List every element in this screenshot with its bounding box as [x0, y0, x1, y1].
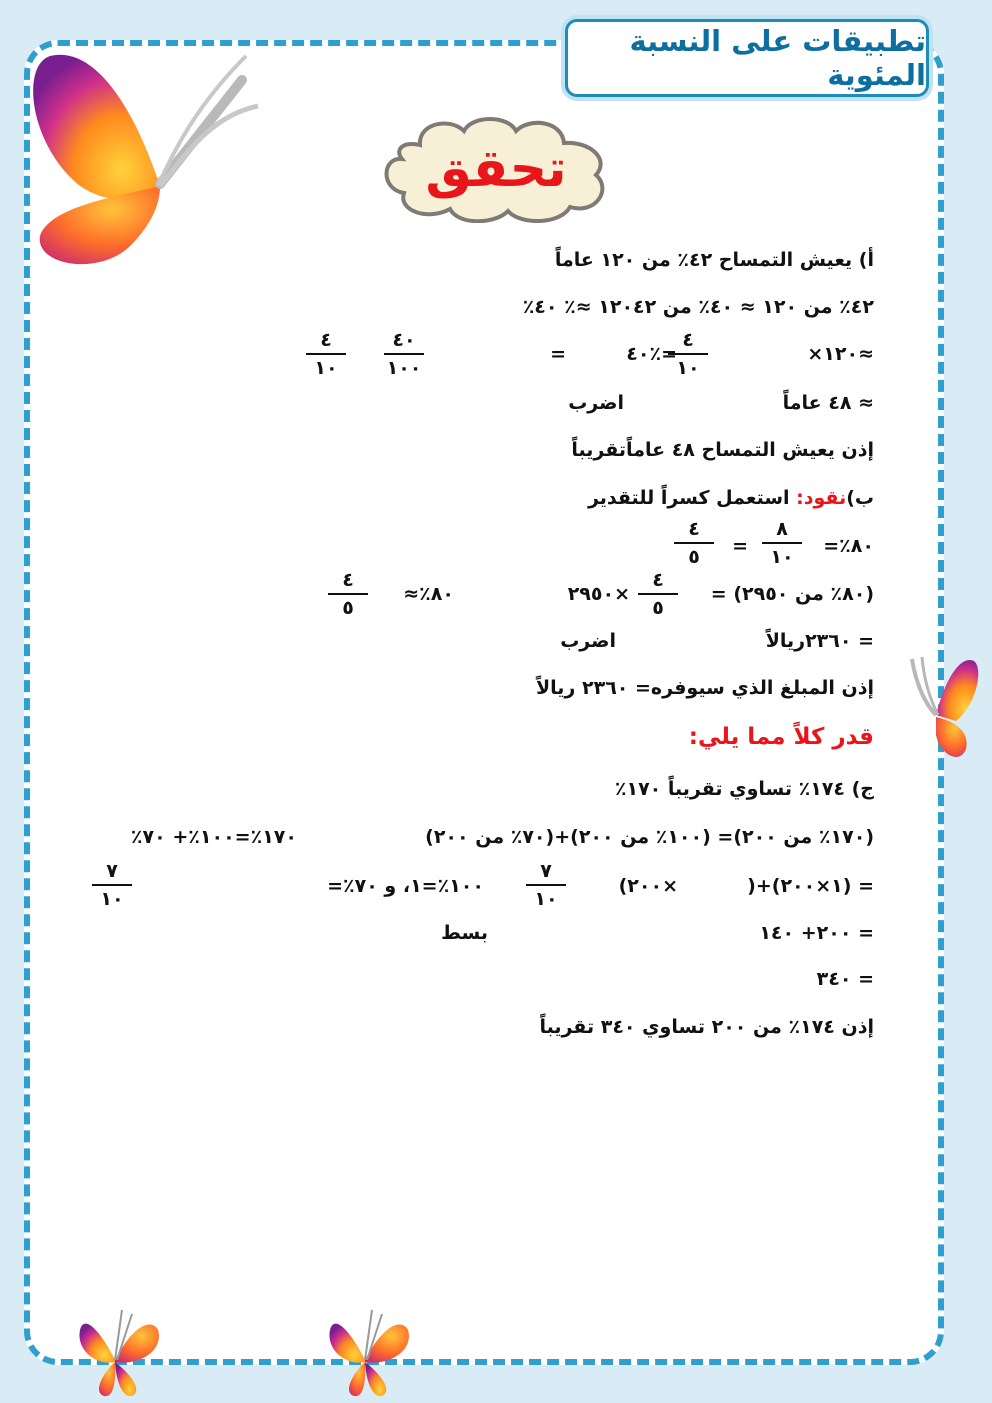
part-b-keyword: نقود:: [796, 487, 847, 509]
fraction-40-100: ٤٠ ١٠٠: [380, 327, 428, 381]
part-c-step2-c: ١٠٠٪=١، و ٧٠٪=: [327, 875, 484, 897]
part-b-step2-approx: ٨٠٪≈: [403, 583, 454, 605]
fraction-4-5: ٤ ٥: [670, 516, 718, 570]
part-b-step3: = ٢٣٦٠ريالاً: [765, 630, 874, 652]
fraction-4-10-inline: ٤ ١٠: [664, 327, 712, 381]
part-c-step1: (١٧٠٪ من ٢٠٠)= (١٠٠٪ من ٢٠٠)+(٧٠٪ من ٢٠٠): [425, 826, 874, 848]
part-a-step2-mid: =٪٤٠: [626, 343, 677, 365]
part-c-step1-right: ١٧٠٪=١٠٠٪+ ٧٠٪: [130, 826, 297, 848]
part-b-step2: (٨٠٪ من ٢٩٥٠) =: [710, 583, 874, 605]
estimate-heading: قدر كلاً مما يلي:: [688, 724, 874, 750]
part-c-step3: = ٢٠٠+ ١٤٠: [759, 922, 874, 944]
part-b-step1-pct: ٨٠٪=: [823, 535, 874, 557]
part-c-question: ج) ١٧٤٪ تساوي تقريباً ١٧٠٪: [614, 778, 874, 800]
fraction-7-10-right: ٧ ١٠: [88, 858, 136, 912]
part-a-equals: =: [550, 343, 566, 365]
butterfly-large-icon: [10, 36, 280, 276]
fraction-4-5-mul: ٤ ٥: [634, 567, 682, 621]
check-badge-label: تحقق: [425, 139, 567, 199]
fraction-7-10: ٧ ١٠: [522, 858, 570, 912]
part-a-step2-left: ≈١٢٠×: [807, 343, 874, 365]
part-c-conclusion: إذن ١٧٤٪ من ٢٠٠ تساوي ٣٤٠ تقريباً: [539, 1016, 874, 1038]
part-c-step3-note: بسط: [441, 922, 488, 944]
part-c-step2-a: = (١×٢٠٠)+(: [747, 875, 874, 897]
fraction-8-10: ٨ ١٠: [758, 516, 806, 570]
part-a-step3-note: اضرب: [568, 392, 624, 414]
butterfly-bottom-center-icon: [320, 1300, 420, 1400]
butterfly-small-right-icon: [896, 645, 982, 765]
part-b-conclusion: إذن المبلغ الذي سيوفره= ٢٣٦٠ ريالاً: [536, 677, 874, 699]
part-b-step1-equals: =: [732, 535, 748, 557]
fraction-4-5-approx: ٤ ٥: [324, 567, 372, 621]
part-c-step4: = ٣٤٠: [816, 968, 874, 990]
part-a-question: أ) يعيش التمساح ٤٢٪ من ١٢٠ عاماً: [554, 249, 874, 271]
part-b-question-text: استعمل كسراً للتقدير: [587, 487, 797, 509]
part-a-step1: ٤٢٪ من ١٢٠ ≈ ٤٠٪ من ١٢٠٤٢ ≈٪ ٤٠٪: [522, 296, 874, 318]
part-a-step3: ≈ ٤٨ عاماً: [782, 392, 874, 414]
part-a-conclusion: إذن يعيش التمساح ٤٨ عاماًتقريباً: [571, 439, 874, 461]
part-c-step2-b: ×٢٠٠): [618, 875, 678, 897]
butterfly-bottom-left-icon: [70, 1300, 170, 1400]
part-b-step3-note: اضرب: [560, 630, 616, 652]
part-b-step2-mul: ×٢٩٥٠: [567, 583, 630, 605]
fraction-4-10: ٤ ١٠: [302, 327, 350, 381]
part-b-prefix: ب): [846, 487, 874, 509]
page-title: تطبيقات على النسبة المئوية: [565, 19, 929, 97]
part-b-question: [588, 487, 874, 509]
